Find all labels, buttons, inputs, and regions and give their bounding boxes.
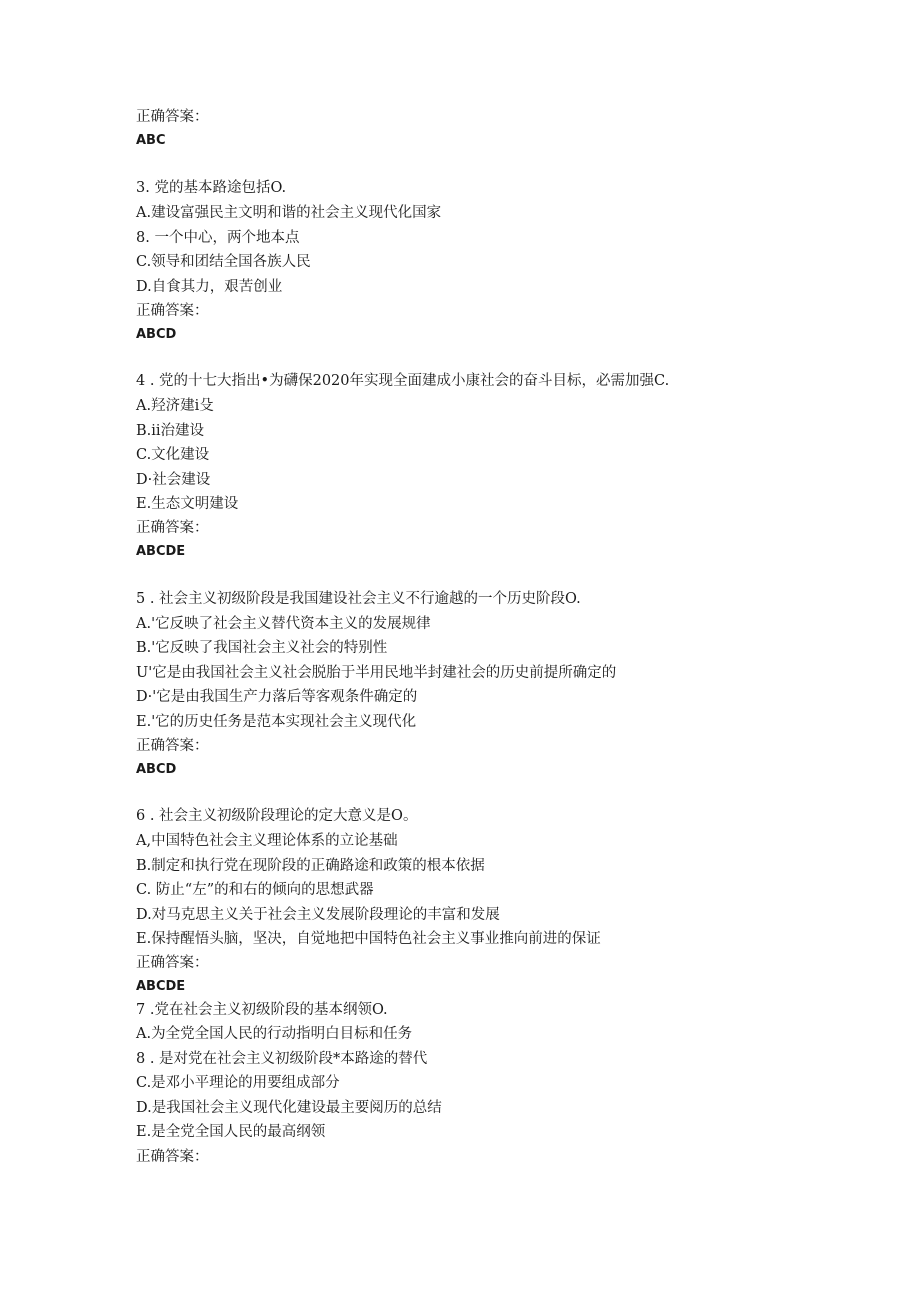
option-line: B.'它反映了我国社会主义社会的特别性: [136, 640, 388, 656]
answer-value: ABCD: [136, 762, 177, 777]
option-line: C.是邓小平理论的用要组成部分: [136, 1075, 340, 1091]
option-line: D.是我国社会主义现代化建设最主要阅历的总结: [136, 1100, 442, 1116]
option-line: A,中国特色社会主义理论体系的立论基础: [136, 833, 398, 849]
option-line: A.'它反映了社会主义替代资本主义的发展规律: [136, 616, 431, 632]
answer-label: 正确答案：: [136, 109, 209, 125]
question-7: 7 .党在社会主义初级阶段的基本纲领O.: [136, 1002, 388, 1018]
answer-value: ABC: [136, 133, 166, 148]
question-5: 5 . 社会主义初级阶段是我国建设社会主义不行逾越的一个历史阶段O.: [136, 591, 581, 607]
option-line: 8. 一个中心，两个地本点: [136, 230, 300, 246]
option-line: D·'它是由我国生产力落后等客观条件确定的: [136, 689, 418, 705]
answer-value: ABCD: [136, 327, 177, 342]
option-line: U'它是由我国社会主义社会脱胎于半用民地半封建社会的历史前提所确定的: [136, 665, 617, 681]
question-6: 6 . 社会主义初级阶段理论的定大意义是O。: [136, 808, 418, 824]
answer-label: 正确答案：: [136, 303, 209, 319]
option-line: C.文化建设: [136, 447, 210, 463]
option-line: E.生态文明建设: [136, 496, 239, 512]
option-line: A.建设富强民主文明和谐的社会主义现代化国家: [136, 205, 442, 221]
option-line: A.为全党全国人民的行动指明白目标和任务: [136, 1026, 413, 1042]
option-line: B.制定和执行党在现阶段的正确路途和政策的根本依据: [136, 858, 485, 874]
answer-label: 正确答案：: [136, 738, 209, 754]
option-line: C. 防止“左”的和右的倾向的思想武器: [136, 882, 374, 898]
option-line: E.保持醒悟头脑，坚决，自觉地把中国特色社会主义事业推向前进的保证: [136, 931, 601, 947]
answer-label: 正确答案：: [136, 520, 209, 536]
option-line: D.对马克思主义关于社会主义发展阶段理论的丰富和发展: [136, 907, 500, 923]
question-3: 3. 党的基本路途包括O.: [136, 180, 287, 196]
question-4: 4 . 党的十七大指出•为礴保2020年实现全面建成小康社会的奋斗目标，必需加强C.: [136, 373, 670, 389]
option-line: E.是全党全国人民的最高纲领: [136, 1124, 326, 1140]
option-line: E.'它的历史任务是范本实现社会主义现代化: [136, 714, 417, 730]
option-line: D.自食其力，艰苦创业: [136, 279, 283, 295]
option-line: D·社会建设: [136, 472, 211, 488]
answer-label: 正确答案：: [136, 1149, 209, 1165]
option-line: B.ii治建设: [136, 423, 205, 439]
option-line: 8 . 是对党在社会主义初级阶段*本路途的替代: [136, 1051, 428, 1067]
answer-label: 正确答案：: [136, 955, 209, 971]
option-line: C.领导和团结全国各族人民: [136, 254, 311, 270]
option-line: A.羟济建i殳: [136, 398, 214, 414]
answer-value: ABCDE: [136, 979, 186, 994]
answer-value: ABCDE: [136, 544, 186, 559]
